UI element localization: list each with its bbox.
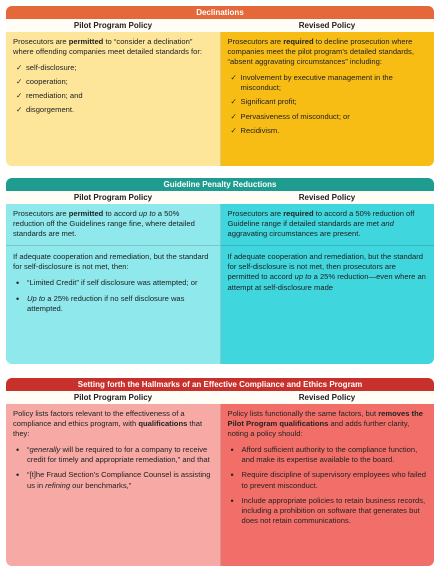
- paragraph: Prosecutors are permitted to “consider a declination” where offending companies meet detailed standards for:: [13, 37, 202, 57]
- pilot-program-header: Pilot Program Policy: [73, 393, 153, 402]
- list-item: ✓ Recidivism.: [230, 125, 280, 135]
- section-title: Declinations: [6, 6, 434, 19]
- paragraph: If adequate cooperation and remediation, but the standard for self-disclosure is not met, then:: [13, 252, 209, 272]
- column-headers: [6, 391, 434, 404]
- paragraph: Prosecutors are required to decline prosecution where companies meet the pilot program’s detailed standards, “absent aggravating circumstances” including:: [227, 37, 414, 67]
- pilot-program-header: Pilot Program Policy: [73, 193, 153, 202]
- bullet-icon: •: [230, 445, 234, 456]
- divider: [221, 245, 435, 246]
- list-item: • “Limited Credit” if self disclosure was attempted; or: [16, 278, 198, 289]
- check-icon: ✓: [16, 63, 23, 73]
- list-item: • “generally will be required to for a company to receive credit for timely and appropriate remediation,” and that: [16, 445, 210, 465]
- list-item: • “[t]he Fraud Section’s Compliance Counsel is assisting us in refining our benchmarks,”: [16, 470, 211, 490]
- paragraph: Policy lists factors relevant to the effectiveness of a compliance and ethics program, with qualifications that they:: [13, 409, 203, 439]
- paragraph: Policy lists functionally the same factors, but removes the Pilot Program qualifications and adds further clarity, noting a policy should:: [227, 409, 423, 439]
- revised-policy-header: Revised Policy: [298, 21, 356, 30]
- policy-requirements-list: [228, 445, 428, 526]
- pilot-program-column: [6, 404, 221, 566]
- revised-policy-header: Revised Policy: [298, 193, 356, 202]
- circumstances-list: [228, 73, 428, 135]
- revised-policy-header: Revised Policy: [298, 393, 356, 402]
- paragraph: Prosecutors are permitted to accord up to a 50% reduction off the Guidelines range fine, where detailed standards are met.: [13, 209, 195, 239]
- section-title: Setting forth the Hallmarks of an Effective Compliance and Ethics Program: [6, 378, 434, 391]
- check-icon: ✓: [230, 97, 237, 107]
- bullet-icon: •: [230, 495, 234, 506]
- list-item: ✓ disgorgement.: [16, 105, 75, 115]
- check-icon: ✓: [230, 111, 237, 121]
- list-item: ✓ Significant profit;: [230, 97, 297, 107]
- column-headers: [6, 191, 434, 204]
- check-icon: ✓: [16, 77, 23, 87]
- section-body: [6, 32, 434, 166]
- credit-list: [13, 278, 213, 313]
- bullet-icon: •: [16, 470, 20, 481]
- bullet-icon: •: [230, 470, 234, 481]
- revised-policy-column: [221, 204, 435, 364]
- check-icon: ✓: [16, 105, 23, 115]
- revised-policy-column: [221, 32, 435, 166]
- bullet-icon: •: [16, 293, 20, 304]
- list-item: ✓ cooperation;: [16, 77, 68, 87]
- list-item: ✓ self-disclosure;: [16, 63, 77, 73]
- column-headers: [6, 19, 434, 32]
- bullet-icon: •: [16, 445, 20, 456]
- check-icon: ✓: [230, 73, 237, 83]
- revised-policy-column: [221, 404, 435, 566]
- standards-list: [13, 63, 213, 115]
- paragraph: Prosecutors are required to accord a 50% reduction off Guideline range if detailed standards are met and aggravating circumstances are present.: [227, 209, 415, 239]
- list-item: ✓ Pervasiveness of misconduct; or: [230, 111, 350, 121]
- paragraph: If adequate cooperation and remediation, but the standard for self-disclosure is not met, then prosecutors are permitted to accord up to a 25% reduction—even where an attempt at self-disclosure made: [227, 252, 426, 292]
- list-item: • Require discipline of supervisory employees who failed to prevent misconduct.: [230, 470, 426, 490]
- pilot-program-column: [6, 204, 221, 364]
- pilot-program-header: Pilot Program Policy: [73, 21, 153, 30]
- list-item: ✓ remediation; and: [16, 91, 83, 101]
- check-icon: ✓: [230, 125, 237, 135]
- section-title: Guideline Penalty Reductions: [6, 178, 434, 191]
- compliance-program-section: [6, 378, 434, 566]
- declinations-section: [6, 6, 434, 166]
- divider: [6, 245, 220, 246]
- list-item: • Afford sufficient authority to the compliance function, and make its expertise available to the board.: [230, 445, 418, 465]
- check-icon: ✓: [16, 91, 23, 101]
- list-item: • Up to a 25% reduction if no self disclosure was attempted.: [16, 293, 185, 313]
- penalty-reductions-section: [6, 178, 434, 364]
- list-item: ✓ Involvement by executive management in the misconduct;: [230, 73, 393, 93]
- pilot-program-column: [6, 32, 221, 166]
- list-item: • Include appropriate policies to retain business records, including a prohibition on software that generates but does not retain communications.: [230, 495, 426, 525]
- qualifications-list: [13, 445, 213, 490]
- section-body: [6, 204, 434, 364]
- section-body: [6, 404, 434, 566]
- bullet-icon: •: [16, 278, 20, 289]
